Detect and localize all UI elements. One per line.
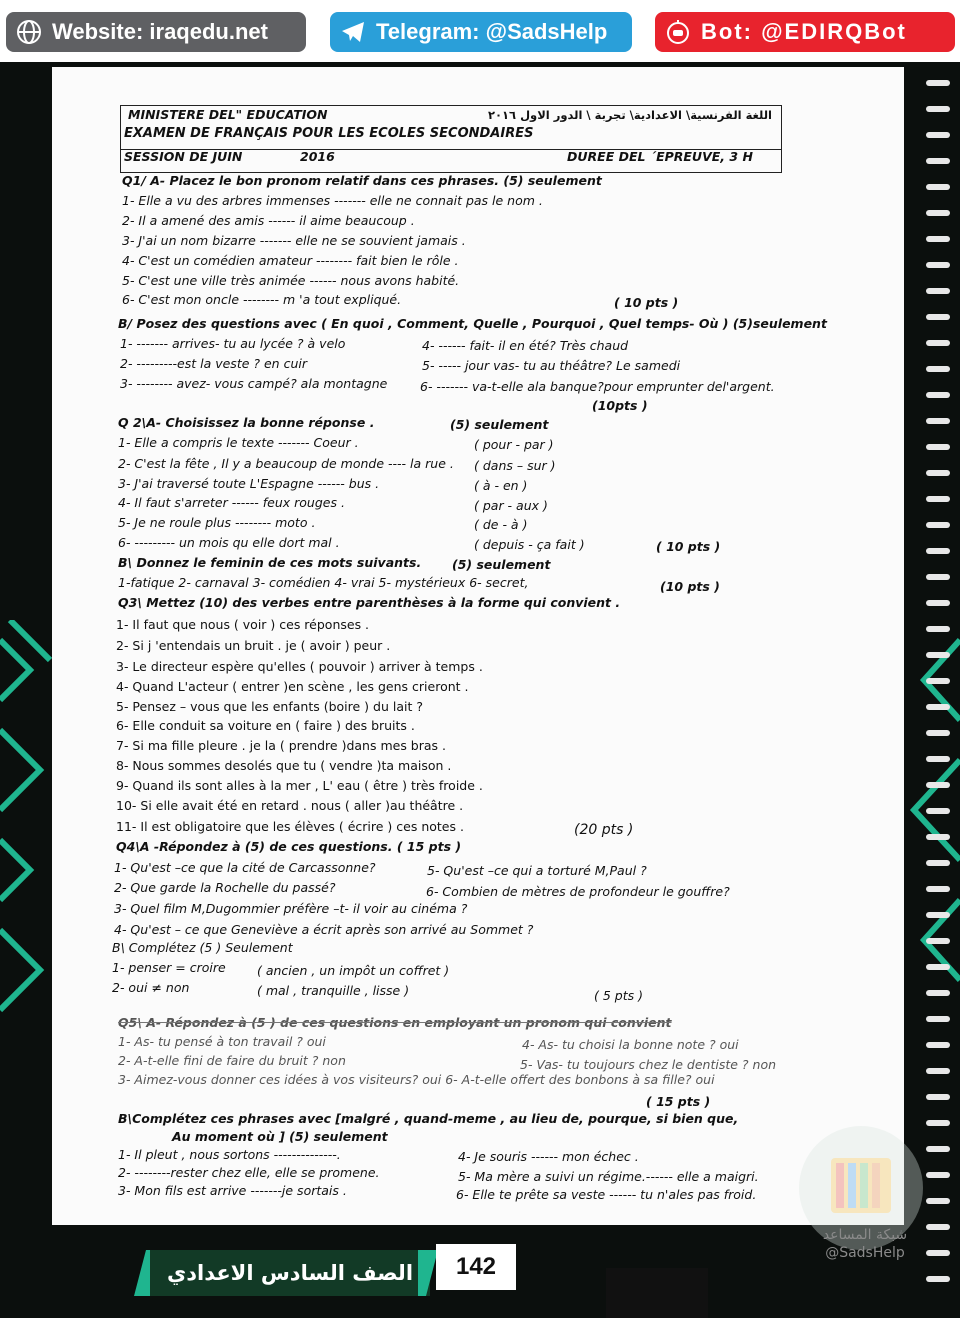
q1-b-item: 4- ------ fait- il en été? Très chaud [422, 338, 629, 353]
q2-a-item: 1- Elle a compris le texte ------- Coeur . [118, 435, 359, 450]
q2-a-limit: (5) seulement [450, 417, 549, 432]
q5-b-item: 1- Il pleut , nous sortons --------------. [118, 1147, 341, 1162]
q4-b-item: 2- oui ≠ non [112, 980, 190, 995]
q2-a-choice: ( depuis - ça fait ) [474, 537, 585, 552]
q5-b-item: 5- Ma mère a suivi un régime.------ elle a maigri. [458, 1169, 759, 1184]
q1-a-item: 6- C'est mon oncle -------- m 'a tout expliqué. [122, 292, 402, 307]
footer-block [606, 1268, 708, 1318]
q1-b-item: 3- -------- avez- vous campé? ala montagne [120, 376, 388, 391]
q4-a-item: 1- Qu'est –ce que la cité de Carcassonne? [114, 860, 376, 875]
q2-a-item: 5- Je ne roule plus -------- moto . [118, 515, 316, 530]
q5-a-title: Q5\ A- Répondez à (5 ) de ces questions en employant un pronom qui convient [118, 1015, 672, 1030]
q5-a-points: ( 15 pts ) [646, 1094, 711, 1109]
website-label: Website: iraqedu.net [52, 19, 268, 44]
q2-b-title: B\ Donnez le feminin de ces mots suivants. [118, 555, 422, 570]
q1-a-item: 5- C'est une ville très animée ------ nous avons habité. [122, 273, 460, 288]
q3-item: 1- Il faut que nous ( voir ) ces réponses . [116, 617, 370, 632]
q1-b-title: B/ Posez des questions avec ( En quoi , Comment, Quelle , Pourquoi , Quel temps- Où ) (5)seulement [118, 316, 827, 331]
q2-b-items: 1-fatique 2- carnaval 3- comédien 4- vrai 5- mystérieux 6- secret, [118, 575, 529, 590]
q2-a-choice: ( de - à ) [474, 517, 528, 532]
robot-icon [665, 19, 691, 45]
q2-b-limit: (5) seulement [452, 557, 551, 572]
q2-a-item: 2- C'est la fête , Il y a beaucoup de monde ---- la rue . [118, 456, 454, 471]
q3-item: 5- Pensez – vous que les enfants (boire ) du lait ? [116, 699, 423, 714]
arabic-subject: اللغة الفرنسية\ الاعدادية\ تجربة \ الدور الاول ٢٠١٦ [488, 108, 772, 122]
globe-icon [16, 19, 42, 45]
q1-a-item: 4- C'est un comédien amateur -------- fait bien le rôle . [122, 253, 459, 268]
q5-b-item: 3- Mon fils est arrive -------je sortais . [118, 1183, 347, 1198]
telegram-icon [340, 19, 366, 45]
q4-a-item: 5- Qu'est –ce qui a torturé M,Paul ? [427, 863, 647, 878]
q4-b-title: B\ Complétez (5 ) Seulement [112, 940, 293, 955]
watermark-line1: شبكة المساعد [822, 1227, 908, 1243]
ministry-label: MINISTERE DEL" EDUCATION [128, 107, 328, 122]
q3-item: 2- Si j 'entendais un bruit . je ( avoir ) peur . [116, 638, 391, 653]
grade-banner: الصف السادس الاعدادي [150, 1250, 430, 1296]
q2-a-item: 3- J'ai traversé toute L'Espagne ------ bus . [118, 476, 380, 491]
q1-b-points: (10pts ) [592, 398, 648, 413]
top-banner [0, 0, 960, 62]
q2-a-item: 6- --------- un mois qu elle dort mal . [118, 535, 340, 550]
left-maze-decoration [0, 620, 52, 1050]
q4-a-title: Q4\A -Répondez à (5) de ces questions. ( 15 pts ) [116, 839, 462, 854]
q5-a-item: 5- Vas- tu toujours chez le dentiste ? non [520, 1057, 777, 1072]
exam-document [52, 67, 904, 1225]
bot-label: Bot: @EDIRQBot [701, 19, 907, 44]
website-link[interactable] [6, 12, 306, 52]
q5-a-item: 4- As- tu choisi la bonne note ? oui [522, 1037, 739, 1052]
q1-a-item: 2- Il a amené des amis ------ il aime beaucoup . [122, 213, 415, 228]
q4-b-points: ( 5 pts ) [594, 988, 643, 1003]
q4-a-item: 2- Que garde la Rochelle du passé? [114, 880, 336, 895]
q3-item: 11- Il est obligatoire que les élèves ( écrire ) ces notes . [116, 819, 464, 834]
q3-item: 9- Quand ils sont alles à la mer , L' eau ( être ) très froide . [116, 778, 483, 793]
q4-a-item: 6- Combien de mètres de profondeur le gouffre? [426, 884, 730, 899]
q3-points: (20 pts ) [574, 822, 634, 838]
q5-a-item: 2- A-t-elle fini de faire du bruit ? non [118, 1053, 346, 1068]
exam-duration: DUREE DEL ´EPREUVE, 3 H [567, 149, 753, 164]
q4-a-item: 3- Quel film M,Dugommier préfère –t- il voir au cinéma ? [114, 901, 468, 916]
page-number: 142 [436, 1244, 516, 1290]
telegram-link[interactable] [330, 12, 632, 52]
q3-item: 4- Quand L'acteur ( entrer )en scène , les gens crieront . [116, 679, 469, 694]
q5-a-item: 1- As- tu pensé à ton travail ? oui [118, 1034, 326, 1049]
q5-b-item: 4- Je souris ------ mon échec . [458, 1149, 639, 1164]
q2-b-points: (10 pts ) [660, 579, 720, 594]
q2-a-item: 4- Il faut s'arreter ------ feux rouges . [118, 495, 345, 510]
exam-page [52, 67, 904, 1225]
q1-a-item: 1- Elle a vu des arbres immenses ------- elle ne connait pas le nom . [122, 193, 543, 208]
watermark-line2: @SadsHelp [825, 1245, 905, 1261]
q3-item: 10- Si elle avait été en retard . nous ( aller )au théâtre . [116, 798, 464, 813]
q1-a-points: ( 10 pts ) [614, 295, 679, 310]
q3-item: 3- Le directeur espère qu'elles ( pouvoir ) arriver à temps . [116, 659, 483, 674]
q2-a-choice: ( par - aux ) [474, 498, 548, 513]
q4-b-choice: ( ancien , un impôt un coffret ) [257, 963, 450, 978]
q1-a-title: Q1/ A- Placez le bon pronom relatif dans ces phrases. (5) seulement [122, 173, 602, 188]
q4-a-item: 4- Qu'est – ce que Geneviève a écrit après son arrivé au Sommet ? [114, 922, 534, 937]
q3-item: 6- Elle conduit sa voiture en ( faire ) des bruits . [116, 718, 415, 733]
q1-b-item: 2- ---------est la veste ? en cuir [120, 356, 307, 371]
q5-b-title: B\Complétez ces phrases avec [malgré , quand-meme , au lieu de, pourque, si bien que, [118, 1111, 739, 1126]
q5-b-item: 6- Elle te prête sa veste ------ tu n'ales pas froid. [456, 1187, 757, 1202]
session-year: 2016 [300, 149, 335, 164]
telegram-label: Telegram: @SadsHelp [376, 19, 608, 44]
q1-a-item: 3- J'ai un nom bizarre ------- elle ne se souvient jamais . [122, 233, 466, 248]
bot-link[interactable] [655, 12, 955, 52]
q1-b-item: 6- ------- va-t-elle ala banque?pour emprunter del'argent. [420, 379, 775, 394]
spiral-binding [920, 70, 960, 1300]
q2-a-choice: ( à - en ) [474, 478, 528, 493]
q2-a-title: Q 2\A- Choisissez la bonne réponse . [118, 415, 375, 430]
q3-title: Q3\ Mettez (10) des verbes entre parenthèses à la forme qui convient . [118, 595, 621, 610]
watermark-caption [800, 1226, 930, 1262]
q5-a-item: 3- Aimez-vous donner ces idées à vos visiteurs? oui 6- A-t-elle offert des bonbons à sa fille? oui [118, 1072, 715, 1087]
q4-b-choice: ( mal , tranquille , lisse ) [257, 983, 410, 998]
footer-stripe-right [418, 1250, 438, 1296]
q5-b-title-2: Au moment où ] (5) seulement [172, 1129, 388, 1144]
q2-a-choice: ( dans – sur ) [474, 458, 556, 473]
q2-a-choice: ( pour - par ) [474, 437, 554, 452]
exam-title: EXAMEN DE FRANÇAIS POUR LES ECOLES SECONDAIRES [124, 126, 534, 141]
q1-b-item: 1- ------- arrives- tu au lycée ? à velo [120, 336, 346, 351]
session-label: SESSION DE JUIN [124, 149, 243, 164]
q5-b-item: 2- --------rester chez elle, elle se promene. [118, 1165, 380, 1180]
q3-item: 8- Nous sommes desolés que tu ( vendre )ta maison . [116, 758, 452, 773]
q2-a-points: ( 10 pts ) [656, 539, 721, 554]
q4-b-item: 1- penser = croire [112, 960, 226, 975]
q1-b-item: 5- ----- jour vas- tu au théâtre? Le samedi [422, 358, 681, 373]
q3-item: 7- Si ma fille pleure . je la ( prendre )dans mes bras . [116, 738, 446, 753]
